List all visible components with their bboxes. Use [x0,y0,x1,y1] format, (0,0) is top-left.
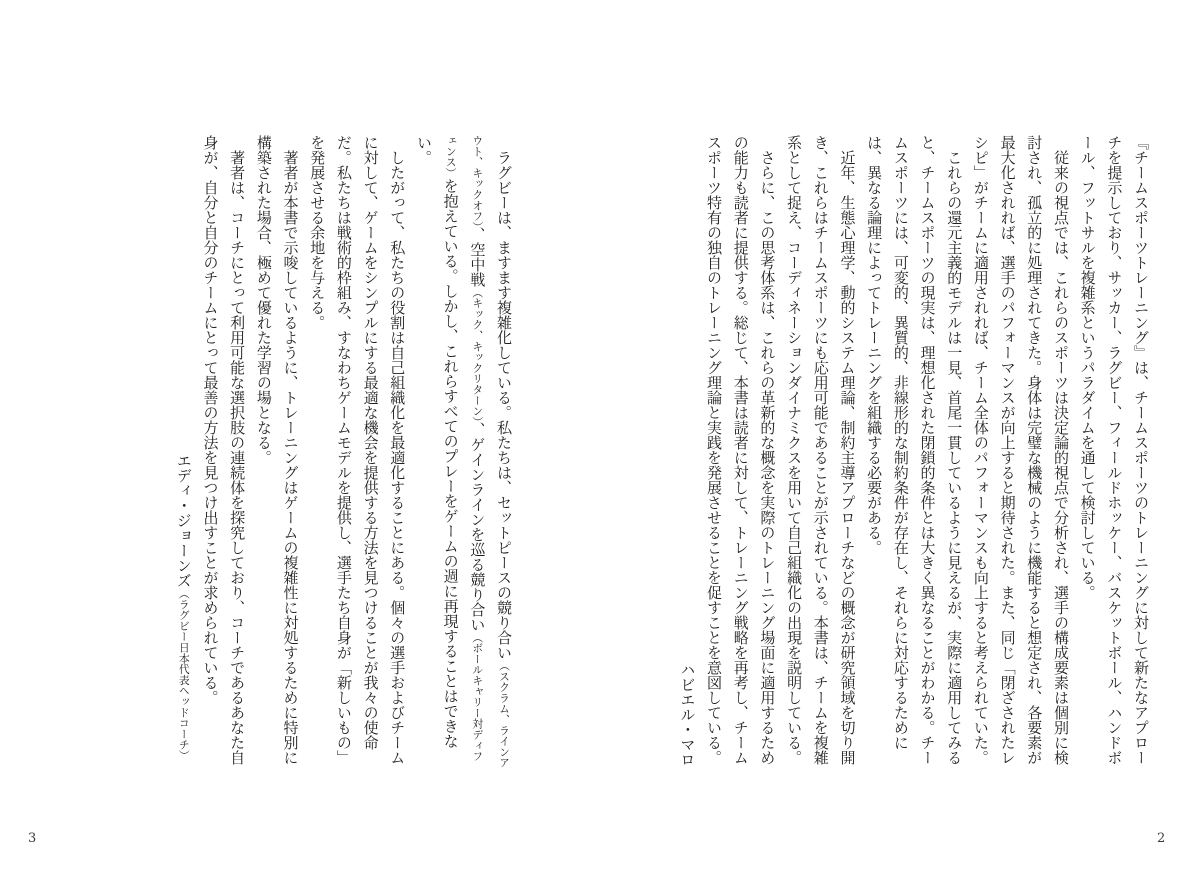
text-run: 著者が本書で示唆しているように、トレーニングはゲームの複雑性に対処するために特別に構築された場合、極めて優れた学習の場となる。 [254,135,300,765]
text-run: 従来の視点では、これらのスポーツは決定論的視点で分析され、選手の構成要素は個別に検討され、孤立的に処理されてきた。身体は完璧な機械のように機能すると想定され、各要素が最大化されれば、選手のパフォーマンスが向上すると期待された。また、同じ「閉ざされたレシピ」がチームに適用されれば、チーム全体のパフォーマンスも向上すると考えられていた。 [971,135,1070,765]
text-run: 著者は、コーチにとって利用可能な選択肢の連続体を探究しており、コーチであるあなた自身が、自分と自分のチームにとって最善の方法を見つけ出すことが求められている。 [201,135,247,765]
paragraph [860,135,967,769]
text-run: エディ・ジョーンズ [174,453,193,589]
text-run: 、空中戦 [468,226,487,287]
attribution [674,135,701,769]
paragraph [197,135,250,769]
paragraph [304,135,411,769]
paragraph [700,135,780,769]
paragraph [410,135,517,769]
text-run: これらの還元主義的モデルは一見、首尾一貫しているように見えるが、実際に適用してみると、チームスポーツの現実は、理想化された閉鎖的条件とは大きく異なることがわかる。チームスポーツには、可変的、異質的、非線形的な制約条件が存在し、それらに対応するためには、異なる論理によってトレーニングを組織する必要がある。 [865,135,964,765]
parenthetical-note: （ボールキャリー対ディフェンス） [444,135,485,762]
paragraph [780,135,860,769]
text-run: したがって、私たちの役割は自己組織化を最適化することにある。個々の選手およびチームに対して、ゲームをシンプルにする最適な機会を提供する方法を見つけることが我々の使命だ。私たちは戦術的枠組み、すなわちゲームモデルを提供し、選手たち自身が「新しいもの」を発展させる余地を与える。 [308,135,407,765]
text-run: さらに、この思考体系は、これらの革新的な概念を実際のトレーニング場面に適用するための能力も読者に提供する。総じて、本書は読者に対して、トレーニング戦略を再考し、チームスポーツ特有の独自のトレーニング理論と実践を発展させることを促すことを意図している。 [705,135,777,765]
attribution [170,135,197,769]
text-run: を抱えている。しかし、これらすべてのプレーをゲームの週に再現することはできない。 [414,135,460,749]
paragraph [250,135,303,769]
page-number-left: 3 [28,831,37,846]
parenthetical-note: （スクラム、ラインアウト、キックオフ） [471,135,511,768]
text-run: 、ゲインラインを巡る競り合い [468,421,487,632]
attribution-role-note: （ラグビー日本代表ヘッドコーチ） [177,588,191,761]
text-run: ハビエル・マロ [678,662,697,767]
page-number-right: 2 [1157,831,1166,846]
parenthetical-note: （キック、キックリターン） [471,286,485,422]
page-2-text-block [649,135,1154,769]
paragraph [1074,135,1154,769]
text-run: 『チームスポーツトレーニング』は、チームスポーツのトレーニングに対して新たなアプローチを提示しており、サッカー、ラグビー、フィールドホッケー、バスケットボール、ハンドボール、フットサルを複雑系というパラダイムを通して検討している。 [1078,135,1150,765]
page-3-text-block [147,135,517,769]
page-2 [600,0,1200,882]
paragraph [967,135,1074,769]
text-run: 近年、生態心理学、動的システム理論、制約主導アプローチなどの概念が研究領域を切り開き、これらはチームスポーツにも応用可能であることが示されている。本書は、チームを複雑系として捉え、コーディネーションダイナミクスを用いて自己組織化の出現を説明している。 [785,135,857,765]
text-run: ラグビーは、ますます複雑化している。私たちは、セットピースの競り合い [495,150,513,660]
